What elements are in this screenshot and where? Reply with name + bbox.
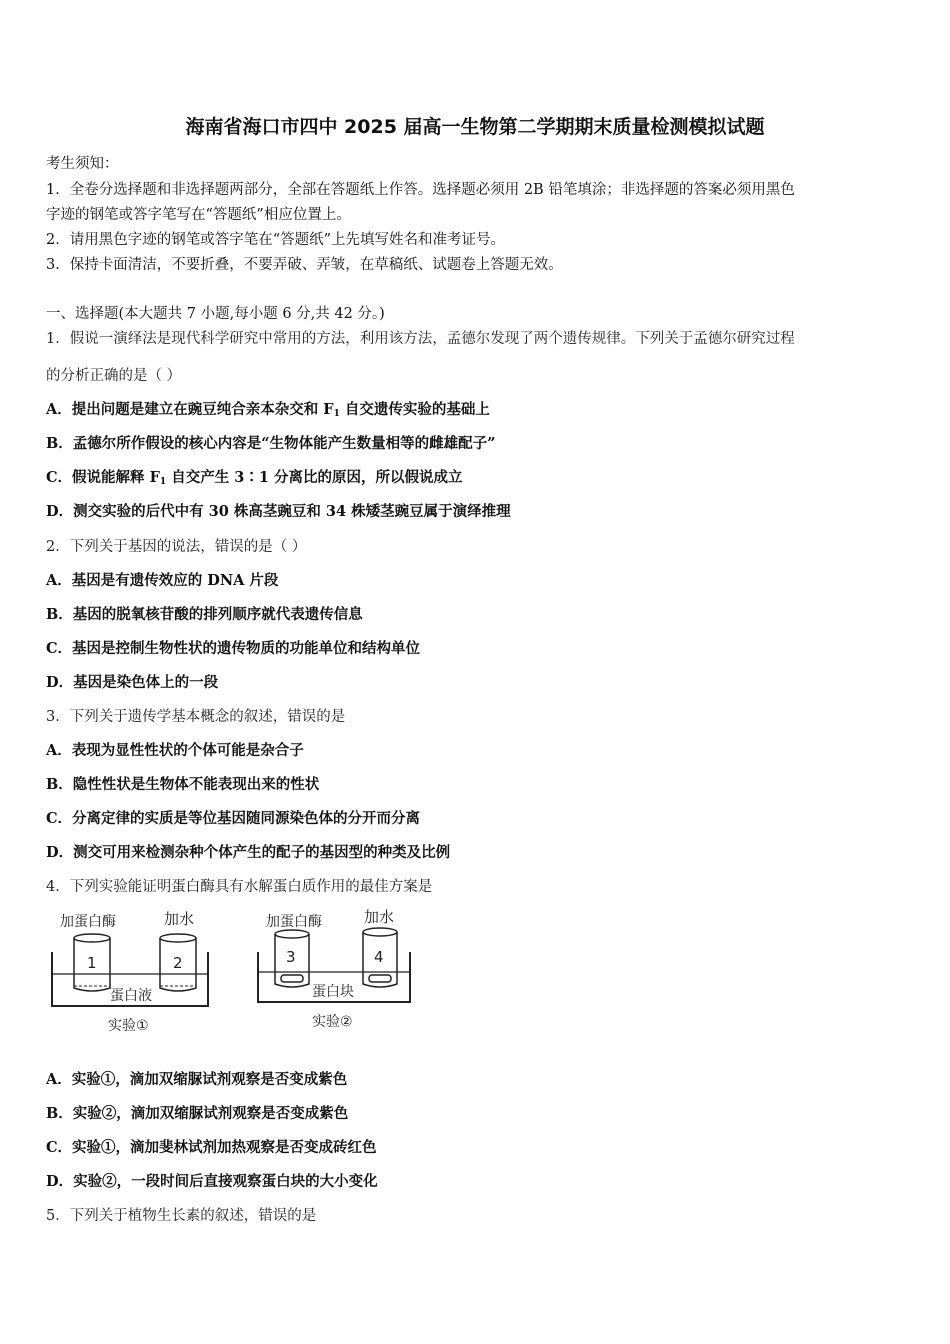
exp2-tube-4-number: 4: [374, 948, 384, 966]
exp2-liquid-label: 蛋白块: [312, 984, 354, 1000]
exp2-caption: 实验②: [312, 1014, 353, 1030]
q4-option-b: B．实验②，滴加双缩脲试剂观察是否变成紫色: [46, 1105, 349, 1122]
exp2-tube-3-number: 3: [286, 948, 296, 966]
experiment-figure: [46, 900, 426, 1040]
q1-stem-cont: 的分析正确的是（ ）: [46, 368, 182, 384]
q1-option-d: D．测交实验的后代中有 30 株高茎豌豆和 34 株矮茎豌豆属于演绎推理: [46, 503, 511, 520]
exp1-caption: 实验①: [108, 1018, 149, 1034]
q2-option-d: D．基因是染色体上的一段: [46, 674, 219, 691]
notice-item-2: 2．请用黑色字迹的钢笔或答字笔在“答题纸”上先填写姓名和准考证号。: [46, 232, 506, 248]
q1-stem: 1．假说一演绎法是现代科学研究中常用的方法，利用该方法，孟德尔发现了两个遗传规律。下列关于孟德尔研究过程: [46, 331, 795, 347]
exp1-tube-2-number: 2: [173, 954, 183, 972]
q2-option-b: B．基因的脱氧核苷酸的排列顺序就代表遗传信息: [46, 606, 363, 623]
q2-option-a: A．基因是有遗传效应的 DNA 片段: [46, 572, 279, 589]
q4-option-a: A．实验①，滴加双缩脲试剂观察是否变成紫色: [46, 1071, 348, 1088]
exp1-label-enzyme: 加蛋白酶: [60, 914, 116, 930]
q2-stem: 2．下列关于基因的说法，错误的是（ ）: [46, 539, 307, 555]
exp2-label-water: 加水: [364, 908, 395, 926]
q3-option-c: C．分离定律的实质是等位基因随同源染色体的分开而分离: [46, 810, 421, 827]
q3-option-a: A．表现为显性性状的个体可能是杂合子: [46, 742, 304, 759]
exp1-tube-1-number: 1: [87, 954, 97, 972]
q3-option-b: B．隐性性状是生物体不能表现出来的性状: [46, 776, 320, 793]
notice-heading: 考生须知：: [46, 156, 119, 172]
section-heading: 一、选择题(本大题共 7 小题,每小题 6 分,共 42 分。): [46, 306, 385, 322]
q4-stem: 4．下列实验能证明蛋白酶具有水解蛋白质作用的最佳方案是: [46, 879, 433, 895]
q1-option-a: A．提出问题是建立在豌豆纯合亲本杂交和 $F_1$ 自交遗传实验的基础上: [46, 401, 490, 419]
notice-item-1-cont: 字迹的钢笔或答字笔写在“答题纸”相应位置上。: [46, 207, 351, 223]
experiment-1: [52, 910, 208, 1034]
notice-item-1: 1．全卷分选择题和非选择题两部分，全部在答题纸上作答。选择题必须用 2B 铅笔填涂；非选择题的答案必须用黑色: [46, 182, 795, 198]
q3-stem: 3．下列关于遗传学基本概念的叙述，错误的是: [46, 709, 346, 725]
notice-item-3: 3．保持卡面清洁，不要折叠，不要弄破、弄皱，在草稿纸、试题卷上答题无效。: [46, 257, 563, 273]
q3-option-d: D．测交可用来检测杂种个体产生的配子的基因型的种类及比例: [46, 844, 451, 861]
exp1-label-water: 加水: [164, 910, 195, 928]
q1-option-c: C．假说能解释 $F_1$ 自交产生 3∶1 分离比的原因，所以假说成立: [46, 469, 463, 487]
exp2-label-enzyme: 加蛋白酶: [266, 914, 322, 930]
q5-stem: 5．下列关于植物生长素的叙述，错误的是: [46, 1208, 317, 1224]
q2-option-c: C．基因是控制生物性状的遗传物质的功能单位和结构单位: [46, 640, 421, 657]
exp1-liquid-label: 蛋白液: [110, 988, 152, 1004]
experiment-2: [258, 908, 410, 1030]
q4-option-d: D．实验②，一段时间后直接观察蛋白块的大小变化: [46, 1173, 378, 1190]
q4-option-c: C．实验①，滴加斐林试剂加热观察是否变成砖红色: [46, 1139, 377, 1156]
page-title: 海南省海口市四中 2025 届高一生物第二学期期末质量检测模拟试题: [185, 116, 765, 138]
q1-option-b: B．孟德尔所作假设的核心内容是“生物体能产生数量相等的雌雄配子”: [46, 435, 496, 452]
